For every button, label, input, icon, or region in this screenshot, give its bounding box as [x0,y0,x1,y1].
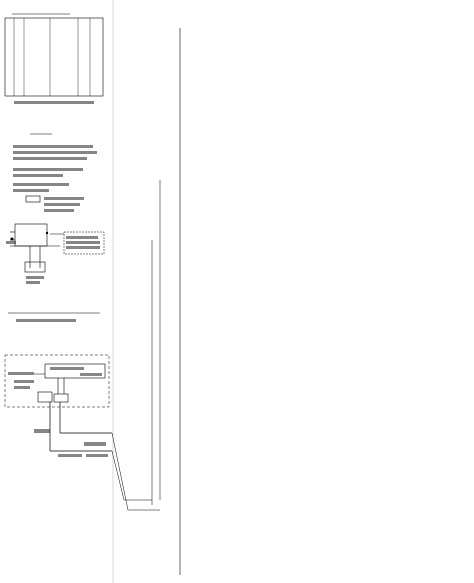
notes-panel [13,134,97,212]
circuit-area [112,28,180,575]
monitor-diagram [5,355,112,457]
legend-panel [5,14,103,104]
controller-detail [6,224,104,322]
legend-table [5,18,103,96]
